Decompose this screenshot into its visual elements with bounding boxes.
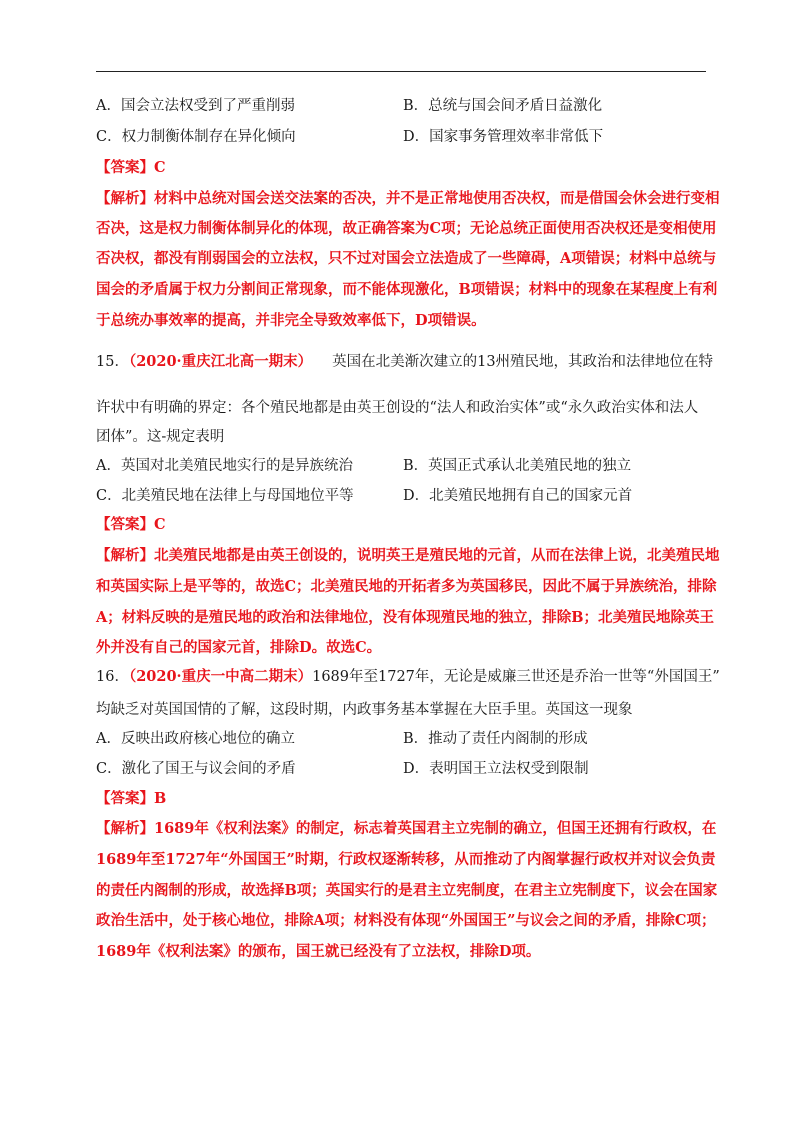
q15-option-c: C．北美殖民地在法律上与母国地位平等	[96, 488, 354, 504]
q14-option-c: C．权力制衡体制存在异化倾向	[96, 129, 296, 145]
stem-text: 1689年至1727年，无论是威廉三世还是乔治一世等“外国国王”	[312, 669, 720, 685]
q15-answer	[96, 515, 166, 535]
q16-option-b: B．推动了责任内阁制的形成	[403, 731, 588, 747]
q16-analysis-line-1	[96, 819, 716, 839]
analysis-text: 北美殖民地都是由英王创设的，说明英王是殖民地的元首，从而在法律上说，北美殖民地	[154, 547, 720, 564]
q16-stem-line-2: 均缺乏对英国国情的了解，这段时期，内政事务基本掌握在大臣手里。英国这一现象	[96, 702, 633, 718]
stem-text: 英国在北美渐次建立的13州殖民地，其政治和法律地位在特	[332, 354, 714, 370]
q16-option-a: A．反映出政府核心地位的确立	[96, 731, 295, 747]
q15-stem-line-2: 许状中有明确的界定：各个殖民地都是由英王创设的“法人和政治实体”或“永久政治实体和法人	[96, 400, 699, 416]
q16-analysis-line-5: 1689年《权利法案》的颁布，国王就已经没有了立法权，排除D项。	[96, 943, 541, 960]
q16-analysis-line-4: 政治生活中，处于核心地位，排除A项；材料没有体现“外国国王”与议会之间的矛盾，排除C项；	[96, 912, 716, 929]
q16-option-d: D．表明国王立法权受到限制	[403, 761, 589, 777]
question-number: 16．	[96, 669, 129, 685]
analysis-tag: 【解析】	[96, 547, 154, 564]
q15-analysis-line-1	[96, 546, 720, 566]
q14-option-d: D．国家事务管理效率非常低下	[403, 129, 604, 145]
q16-analysis-line-2: 1689年至1727年“外国国王”时期，行政权逐渐转移，从而推动了内阁掌握行政权并对议会负责	[96, 851, 716, 868]
q16-option-c: C．激化了国王与议会间的矛盾	[96, 761, 296, 777]
analysis-text: 1689年《权利法案》的制定，标志着英国君主立宪制的确立，但国王还拥有行政权，在	[154, 820, 717, 837]
q14-analysis-line-3: 否决权，都没有削弱国会的立法权，只不过对国会立法造成了一些障碍，A项错误；材料中总统与	[96, 250, 717, 267]
q14-analysis-line-2: 否决，这是权力制衡体制异化的体现，故正确答案为C项；无论总统正面使用否决权还是变相使用	[96, 220, 717, 237]
q14-option-a: A．国会立法权受到了严重削弱	[96, 98, 295, 114]
q15-option-a: A．英国对北美殖民地实行的是异族统治	[96, 458, 353, 474]
q15-analysis-line-4: 外并没有自己的国家元首，排除D。故选C。	[96, 639, 382, 656]
q15-option-b: B．英国正式承认北美殖民地的独立	[403, 458, 632, 474]
answer-tag: 【答案】	[96, 159, 154, 176]
answer-value: C	[154, 516, 166, 533]
q14-answer	[96, 158, 166, 178]
answer-tag: 【答案】	[96, 516, 154, 533]
analysis-tag: 【解析】	[96, 820, 154, 837]
q14-analysis-line-4: 国会的矛盾属于权力分割间正常现象，而不能体现激化，B项错误；材料中的现象在某程度上有利	[96, 281, 718, 298]
q14-analysis-line-1	[96, 189, 720, 209]
q15-option-d: D．北美殖民地拥有自己的国家元首	[403, 488, 633, 504]
q15-analysis-line-2: 和英国实际上是平等的，故选C；北美殖民地的开拓者多为英国移民，因此不属于异族统治，排除	[96, 578, 717, 595]
q16-stem-line-1	[96, 667, 720, 687]
answer-value: C	[154, 159, 166, 176]
q14-analysis-line-5: 于总统办事效率的提高，并非完全导致效率低下，D项错误。	[96, 312, 486, 329]
q14-option-b: B．总统与国会间矛盾日益激化	[403, 98, 603, 114]
answer-value: B	[154, 790, 167, 807]
analysis-tag: 【解析】	[96, 190, 154, 207]
question-source: （2020·重庆江北高一期末）	[128, 353, 313, 370]
answer-tag: 【答案】	[96, 790, 154, 807]
q16-answer	[96, 789, 166, 809]
question-source: （2020·重庆一中高二期末）	[128, 668, 313, 685]
header-rule	[96, 71, 706, 72]
q15-stem-line-1	[96, 352, 713, 372]
q16-analysis-line-3: 的责任内阁制的形成，故选择B项；英国实行的是君主立宪制度，在君主立宪制度下，议会在国家	[96, 882, 718, 899]
question-number: 15．	[96, 354, 129, 370]
analysis-text: 材料中总统对国会送交法案的否决，并不是正常地使用否决权，而是借国会休会进行变相	[154, 190, 720, 207]
q15-stem-line-3: 团体”。这-规定表明	[96, 429, 225, 445]
q15-analysis-line-3: A；材料反映的是殖民地的政治和法律地位，没有体现殖民地的独立，排除B；北美殖民地除英王	[96, 609, 715, 626]
